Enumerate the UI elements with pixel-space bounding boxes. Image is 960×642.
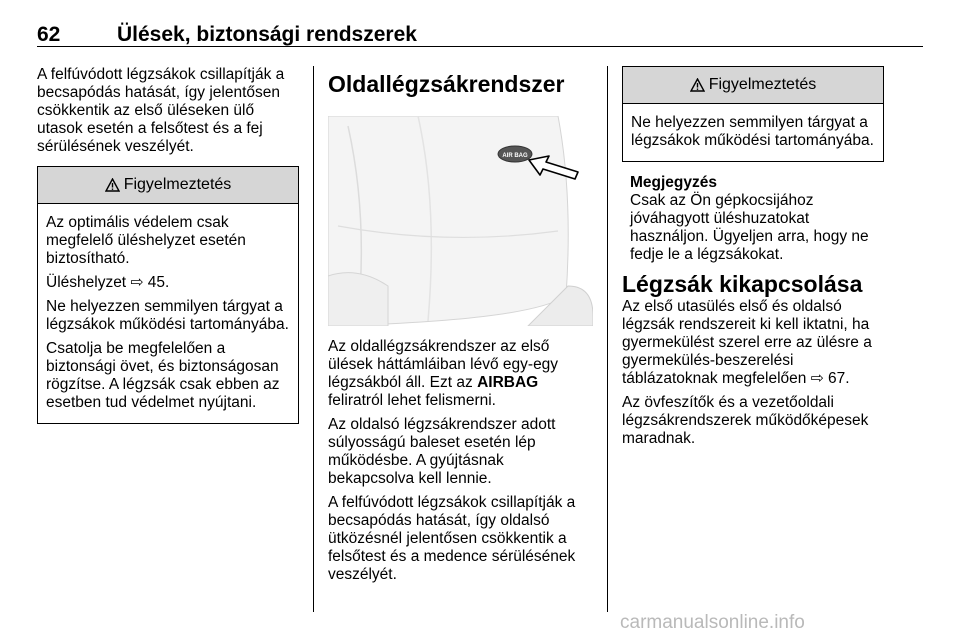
warning-header (623, 67, 883, 104)
note-block (622, 174, 884, 264)
section-heading: Oldallégzsákrendszer (328, 71, 565, 97)
page-reference-icon: ⇨ (810, 370, 824, 387)
warning-text: Ne helyezzen semmilyen tárgyat a légzsákok működési tartományába. (631, 114, 874, 149)
page-number: 62 (37, 23, 61, 46)
seat-position-reference (46, 274, 290, 292)
airbag-label: AIRBAG (477, 374, 539, 391)
page-reference-icon: ⇨ (130, 274, 144, 291)
column-3 (622, 66, 884, 454)
warning-text: Az optimális védelem csak megfelelő üléshelyzet esetén biztosítható. (46, 214, 246, 267)
note-label: Megjegyzés (630, 174, 718, 191)
reference-text: Üléshelyzet (46, 274, 127, 291)
column-2 (328, 66, 593, 590)
chapter-title: Ülések, biztonsági rendszerek (117, 23, 417, 46)
column-divider-1 (313, 66, 314, 612)
warning-title: Figyelmeztetés (708, 76, 817, 93)
section-heading: Légzsák kikapcsolása (622, 271, 863, 297)
page-header (37, 14, 923, 47)
warning-text: Ne helyezzen semmilyen tárgyat a légzsákok működési tartományába. (46, 298, 289, 333)
paragraph: Az oldalsó légzsákrendszer adott súlyosságú baleset esetén lép működésbe. A gyújtásnak bekapcsolva kell lennie. (328, 416, 556, 487)
footer-watermark: carmanualsonline.info (620, 612, 805, 633)
side-airbag-seat-illustration (328, 116, 593, 326)
paragraph-text: Az oldallégzsákrendszer az első ülések háttámláiban lévő egy-egy légzsákból áll. Ezt az (328, 338, 559, 391)
paragraph: Az övfeszítők és a vezetőoldali légzsákrendszerek működőképesek maradnak. (622, 394, 869, 447)
paragraph-text: feliratról lehet felismerni. (328, 392, 496, 409)
warning-triangle-icon (105, 178, 120, 192)
paragraph-text: Az első utasülés első és oldalsó légzsák rendszereit ki kell iktatni, ha gyermekülést szerel erre az ülésre a gyermekülés-beszerelési táblázatoknak megfelelően (622, 298, 872, 387)
column-1 (37, 66, 299, 424)
warning-triangle-icon (690, 78, 705, 92)
airbag-badge-label: AIR BAG (502, 153, 528, 159)
warning-box (622, 66, 884, 162)
warning-text: Csatolja be megfelelően a biztonsági övet, és biztonságosan rögzítse. A légzsák csak ebben az esetben tud védelmet nyújtani. (46, 340, 280, 411)
column-divider-2 (607, 66, 608, 612)
note-text: Csak az Ön gépkocsijához jóváhagyott üléshuzatokat használjon. Ügyeljen arra, hogy ne fedje le a légzsákokat. (630, 192, 869, 263)
warning-body (38, 204, 298, 423)
intro-paragraph: A felfúvódott légzsákok csillapítják a becsapódás hatását, így jelentősen csökkentik az első üléseken ülő utasok esetén a felsőtest és a fej sérülésének veszélyét. (37, 66, 285, 155)
warning-body (623, 104, 883, 161)
paragraph: A felfúvódott légzsákok csillapítják a becsapódás hatását, így oldalsó ütközésnél jelentősen csökkentik a felsőtest és a medence sérülésének veszélyét. (328, 494, 576, 583)
warning-header (38, 167, 298, 204)
paragraph (622, 298, 884, 388)
reference-page[interactable]: 67. (828, 370, 850, 387)
reference-page[interactable]: 45. (147, 274, 170, 291)
warning-box (37, 166, 299, 424)
paragraph (328, 338, 593, 410)
warning-title: Figyelmeztetés (123, 176, 232, 193)
